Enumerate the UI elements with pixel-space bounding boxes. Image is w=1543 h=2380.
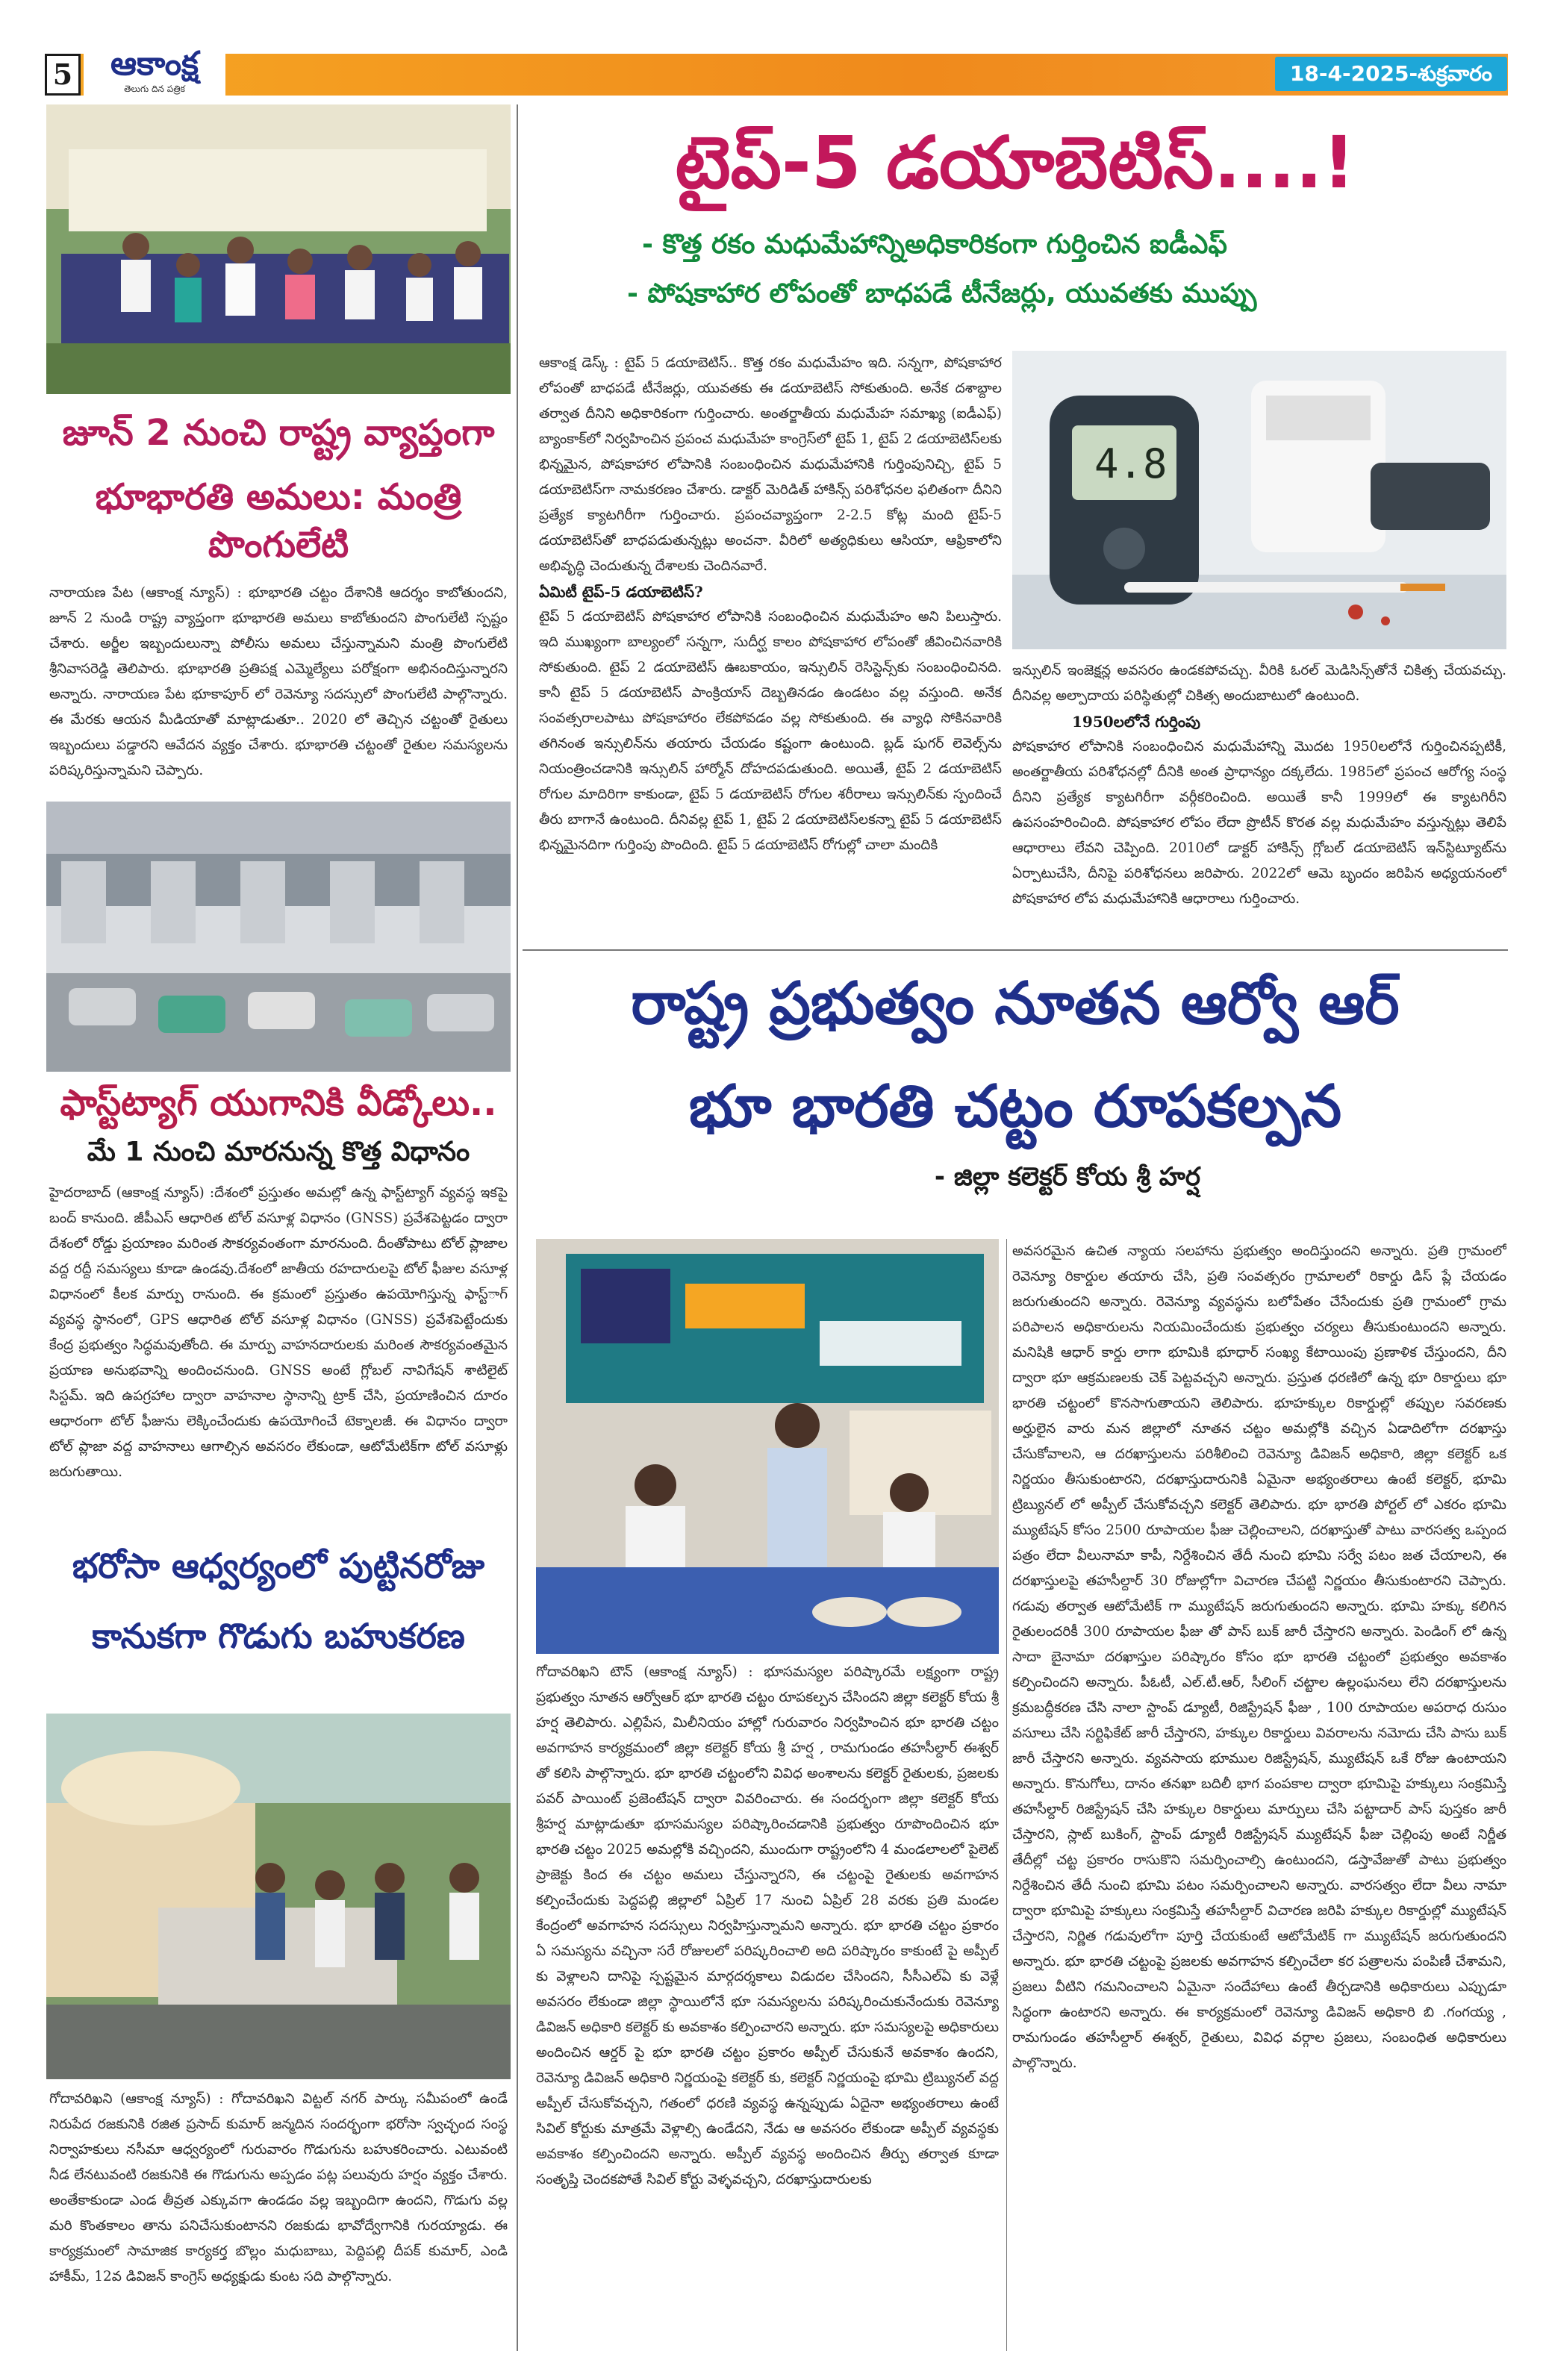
toll-plaza-photo-icon — [46, 802, 511, 1072]
collector-meeting-photo — [536, 1239, 999, 1654]
glucose-meter-insulin-photo-icon — [1012, 351, 1506, 649]
umbrella-donation-photo-icon — [46, 1714, 511, 2079]
fastag-subhead: మే 1 నుంచి మారనున్న కొత్త విధానం — [87, 1137, 470, 1167]
toll-plaza-photo — [46, 802, 511, 1072]
logo-text: ఆకాంక్ష — [110, 45, 199, 83]
umbrella-donation-photo — [46, 1714, 511, 2079]
diabetes-headline-block — [523, 112, 1508, 343]
rorr-body-2: అవసరమైన ఉచిత న్యాయ సలహాను ప్రభుత్వం అందిస్తుందని అన్నారు. ప్రతి గ్రామంలో రెవెన్యూ రికార్డుల తయారు చేసి, ప్రతి సంవత్సరం గ్రామాలలో రికార్డు డిస్ ప్లే చేయడం జరుగుతుందని అన్నారు. రెవెన్యూ వ్యవస్థను బలోపేతం చేసేందుకు ప్రతి గ్రామంలో గ్రామ పరిపాలన అధికారులను నియమించేందుకు ప్రభుత్వం చర్యలు తీసుకుంటుందని అన్నారు. మనిషికి ఆధార్ కార్డు లాగా భూమికి భూధార్ సంఖ్య కేటాయింపు ప్రణాళిక చేస్తుందని, దీని ద్వారా భూ ఆక్రమణలకు చెక్ పెట్టవచ్చని అన్నారు. ప్రస్తుత ధరణిలో ఉన్న భూ రికార్డులు భూ భారతి చట్టంలో కొనసాగుతాయని తెలిపారు. భూహక్కుల రికార్డుల్లో తప్పుల సవరణకు అర్హులైన వారు మన జిల్లాలో నూతన చట్టం అమల్లోకి వచ్చిన ఏడాదిలోగా దరఖాస్తు చేసుకోవాలని, ఆ దరఖాస్తులను పరిశీలించి రెవెన్యూ డివిజన్ అధికారి, జిల్లా కలెక్టర్ ఒక నిర్ణయం తీసుకుంటారని, దరఖాస్తుదారునికి ఏమైనా అభ్యంతరాలు ఉంటే కలెక్టర్, భూమి ట్రిబ్యునల్ లో అప్పీల్ చేసుకోవచ్చని కలెక్టర్ తెలిపారు. భూ భారతి పోర్టల్ లో ఎకరం భూమి మ్యుటేషన్ కోసం 2500 రూపాయల ఫీజు చెల్లించాలని, దరఖాస్తుతో పాటు వారసత్వ ఒప్పంద పత్రం లేదా వీలునామా కాపీ, నిర్దేశించిన తేదీ నుంచి భూమి సర్వే పటం జత చేయాలని, ఈ దరఖాస్తులపై తహసీల్దార్ 30 రోజుల్లోగా విచారణ చేపట్టి నిర్ణయం తీసుకుంటారని చెప్పారు. గడువు తర్వాత ఆటోమేటిక్ గా మ్యుటేషన్ జరుగుతుందని అన్నారు. భూమి హక్కు కలిగిన రైతులందరికీ 300 రూపాయల ఫీజు తో పాస్ బుక్ జారీ చేస్తారని అన్నారు. పెండింగ్ లో ఉన్న సాదా బైనామా దరఖాస్తుల పరిష్కారం కోసం భూ భారతి చట్టంలో ప్రభుత్వం అవకాశం కల్పించిందని అన్నారు. పీఓటీ, ఎల్.టీ.ఆర్, సీలింగ్ చట్టాల ఉల్లంఘనలు లేని దరఖాస్తులను క్రమబద్ధీకరణ చేసి నాలా స్టాంప్ డ్యూటీ, రిజిస్ట్రేషన్ ఫీజు , 100 రూపాయల అపరాధ రుసుం వసూలు చేసి సర్టిఫికేట్ జారీ చేస్తారని, హక్కుల రికార్డులు వివరాలను నమోదు చేసి పాసు బుక్ జారీ చేస్తారని అన్నారు. వ్యవసాయ భూముల రిజిస్ట్రేషన్, మ్యుటేషన్ ఒకే రోజు ఉంటాయని అన్నారు. కొనుగోలు, దానం తనఖా బదిలీ భాగ పంపకాల ద్వారా భూమిపై హక్కులు సంక్రమిస్తే తహసీల్దార్ రిజిస్ట్రేషన్ చేసి హక్కుల రికార్డులు మార్పులు చేసి పట్టాదార్ పాస్ పుస్తకం జారీ చేస్తారని, స్లాట్ బుకింగ్, స్టాంప్ డ్యూటీ రిజిస్ట్రేషన్ మ్యుటేషన్ ఫీజు చెల్లింపు అంటే నిర్ణీత తేదీల్లో చట్ట ప్రకారం రాసుకొని సమర్పించాల్సి ఉంటుందని, డస్తావేజుతో పాటు ప్రభుత్వం నిర్దేశించిన తేదీ నుంచి భూమి పటం సమర్పించాలని అన్నారు. వారసత్వం లేదా వీలు నామా ద్వారా భూమిపై హక్కులు సంక్రమిస్తే తహసీల్దార్ విచారణ జరిపి హక్కుల రికార్డుల్లో మ్యుటేషన్ చేస్తారని, నిర్ణిత గడువులోగా పూర్తి చేయకుంటే ఆటోమేటిక్ గా మ్యుటేషన్ జరుగుతుందని అన్నారు. భూ భారతి చట్టంపై ప్రజలకు అవగాహన కల్పించేలా కర పత్రాలను పంపిణీ చేశామని, ప్రజలు వీటిని గమనించాలని ఏమైనా సందేహాలు ఉంటే తీర్చడానికి అధికారులు ఎప్పుడూ సిద్ధంగా ఉంటారని అన్నారు. ఈ కార్యక్రమంలో రెవెన్యూ డివిజన్ అధికారి బి .గంగయ్య , రామగుండం తహసీల్దార్ ఈశ్వర్, రైతులు, వివిధ వర్గాల ప్రజలు, సంబంధిత అధికారులు పాల్గొన్నారు. — [1012, 1243, 1506, 2071]
umbrella-headline-1: భరోసా ఆధ్వర్యంలో పుట్టినరోజు — [72, 1546, 485, 1586]
headline-line-1: జూన్ 2 నుంచి రాష్ట్ర వ్యాప్తంగా — [62, 412, 495, 454]
bhubharathi-left-story — [46, 403, 511, 791]
page-number: 5 — [45, 54, 81, 96]
rorr-column-divider — [1006, 1239, 1007, 2351]
diabetes-deck-2: - పోషకాహార లోపంతో బాధపడే టీనేజర్లు, యువతకు ముప్పు — [627, 278, 1257, 309]
umbrella-body: గోదావరిఖని (ఆకాంక్ష న్యూస్) : గోదావరిఖని విట్టల్ నగర్ పార్కు సమీపంలో ఉండే నిరుపేద రజకునికి రజిత ప్రసాద్ కుమార్ జన్మదిన సందర్భంగా భరోసా స్వచ్ఛంద సంస్థ నిర్వాహకులు నసీమా ఆధ్వర్యంలో గురువారం గొడుగును బహుకరించారు. ఎటువంటి నీడ లేనటువంటి రజకునికి ఈ గొడుగును అప్పడం పట్ల పలువురు హర్షం వ్యక్తం చేశారు. అంతేకాకుండా ఎండ తీవ్రత ఎక్కువగా ఉండడం వల్ల ఇబ్బందిగా ఉందని, గొడుగు వల్ల మరి కొంతకాలం తాను పనిచేసుకుంటానని రజకుడు భావోద్వేగానికి గురయ్యాడు. ఈ కార్యక్రమంలో సామాజిక కార్యకర్త బొల్లం మధుబాబు, పెద్దిపల్లి దీపక్ కుమార్, ఎండి హాకీమ్, 12వ డివిజన్ కాంగ్రెస్ అధ్యక్షుడు కుంట సది పాల్గొన్నారు. — [49, 2091, 508, 2284]
issue-date: 18-4-2025-శుక్రవారం — [1275, 57, 1507, 91]
collector-awareness-meeting-photo-icon — [536, 1239, 999, 1654]
story-body: నారాయణ పేట (ఆకాంక్ష న్యూస్) : భూభారతి చట్టం దేశానికి ఆదర్శం కాబోతుందని, జూన్ 2 నుండి రాష్ట్ర వ్యాప్తంగా భూభారతి అమలు కాబోతుందని పొంగులేటి స్పష్టం చేశారు. అర్జీల ఇబ్బందులున్నా పోలీసు అమలు చేస్తున్నామని మంత్రి పొంగులేటి శ్రీనివాసరెడ్డి తెలిపారు. భూభారతి ప్రతిపక్ష ఎమ్మెల్యేలు పరోక్షంగా అభినందిస్తున్నారని అన్నారు. నారాయణ పేట భూకాపూర్ లో రెవెన్యూ సదస్సులో పొంగులేటి పాల్గొన్నారు. ఈ మేరకు ఆయన మీడియాతో మాట్లాడుతూ.. 2020 లో తెచ్చిన చట్టంతో రైతులు ఇబ్బందులు పడ్డారని ఆవేదన వ్యక్తం చేశారు. భూభారతి చట్టంతో రైతుల సమస్యలను పరిష్కరిస్తున్నామని చెప్పారు. — [49, 585, 508, 778]
diabetes-body-left — [539, 351, 1002, 940]
glucose-meter-photo — [1012, 351, 1506, 649]
rorr-headline-block — [523, 954, 1508, 1230]
rorr-headline-1: రాష్ట్ర ప్రభుత్వం నూతన ఆర్వో ఆర్ — [631, 970, 1400, 1037]
svg-text:4.8: 4.8 — [1094, 440, 1168, 487]
rorr-body-right — [1012, 1239, 1506, 2354]
logo-tagline: తెలుగు దిన పత్రిక — [124, 84, 185, 94]
column-divider — [517, 104, 518, 2351]
minister-stage-photo — [46, 104, 511, 394]
headline-line-2: భూభారతి అమలు: మంత్రి పొంగులేటి — [95, 476, 462, 566]
minister-speaking-stage-photo-icon — [46, 104, 511, 394]
diabetes-deck-1: - కొత్త రకం మధుమేహాన్నిఅధికారికంగా గుర్తించిన ఐడీఎఫ్ — [642, 229, 1227, 260]
umbrella-headline-2: కానుకగా గొడుగు బహుకరణ — [92, 1616, 465, 1656]
diabetes-body-3: ఇన్సులిన్ ఇంజెక్షన్ల అవసరం ఉండకపోవచ్చు. వీరికి ఓరల్ మెడిసిన్స్‌తోనే చికిత్స చేయవచ్చు. దీనివల్ల అల్పాదాయ పరిస్థితుల్లో చికిత్స అందుబాటులో ఉంటుంది. — [1012, 663, 1506, 704]
diabetes-body-2: టైప్ 5 డయాబెటిస్ పోషకాహార లోపానికి సంబంధించిన మధుమేహం అని పిలుస్తారు. ఇది ముఖ్యంగా బాల్యంలో సన్నగా, సుదీర్ఘ కాలం పోషకాహార లోపంతో జీవించినవారికి సోకుతుంది. టైప్ 2 డయాబెటిస్ ఊబకాయం, ఇన్సులిన్ రెసిస్టెన్స్‌కు సంబంధించినది. కానీ టైప్ 5 డయాబెటిస్ పాంక్రియాస్ దెబ్బతినడం ఉండటం వల్ల వస్తుంది. అనేక సంవత్సరాలపాటు పోషకాహారం లేకపోవడం వల్ల సోకుతుంది. ఈ వ్యాధి సోకినవారికి తగినంత ఇన్సులిన్‌ను తయారు చేయడం కష్టంగా ఉంటుంది. బ్లడ్ షుగర్ లెవెల్స్‌ను నియంత్రించడానికి ఇన్సులిన్ హార్మోన్ దోహదపడుతుంది. అయితే, టైప్ 2 డయాబెటిస్ రోగుల మాదిరిగా కాకుండా, టైప్ 5 డయాబెటిస్ రోగుల శరీరాలు ఇన్సులిన్‌కు స్పందించే తీరు బాగానే ఉంటుంది. దీనివల్ల టైప్ 1, టైప్ 2 డయాబెటిస్‌లకన్నా టైప్ 5 డయాబెటిస్ భిన్నమైనదిగా గుర్తింపు పొందింది. టైప్ 5 డయాబెటిస్ రోగుల్లో చాలా మందికి — [539, 609, 1002, 853]
rorr-body-left — [536, 1660, 999, 2354]
fastag-story — [46, 1079, 511, 1527]
fastag-headline: ఫాస్ట్‌ట్యాగ్ యుగానికి వీడ్కోలు.. — [60, 1082, 497, 1124]
diabetes-body-1: ఆకాంక్ష డెస్క్ : టైప్ 5 డయాబెటిస్.. కొత్త రకం మధుమేహం ఇది. సన్నగా, పోషకాహార లోపంతో బాధపడే టీనేజర్లు, యువతకు ఈ డయాబెటిస్ సోకుతుంది. అనేక దశాబ్దాల తర్వాత దీనిని అధికారికంగా గుర్తించారు. అంతర్జాతీయ మధుమేహ సమాఖ్య (ఐడీఎఫ్) బ్యాంకాక్‌లో నిర్వహించిన ప్రపంచ మధుమేహ కాంగ్రెస్‌లో టైప్ 1, టైప్ 2 డయాబెటిస్‌లకు భిన్నమైన, పోషకాహార లోపానికి సంబంధించిన మధుమేహానికి గుర్తింపునిచ్చి, టైప్ 5 డయాబెటిస్‌గా నామకరణం చేశారు. డాక్టర్ మెరిడిత్ హాకిన్స్ పరిశోధనల ఫలితంగా దీనిని ప్రత్యేక క్యాటగిరీగా గుర్తించారు. ప్రపంచవ్యాప్తంగా 2-2.5 కోట్ల మంది టైప్-5 డయాబెటిస్‌తో బాధపడుతున్నట్లు అంచనా. వీరిలో అత్యధికులు ఆసియా, ఆఫ్రికాలోని అభివృద్ధి చెందుతున్న దేశాలకు చెందినవారే. — [539, 355, 1002, 574]
diabetes-body-4: పోషకాహార లోపానికి సంబంధించిన మధుమేహాన్ని మొదట 1950లలోనే గుర్తించినప్పటికీ, అంతర్జాతీయ పరిశోధనల్లో దీనికి అంత ప్రాధాన్యం దక్కలేదు. 1985లో ప్రపంచ ఆరోగ్య సంస్థ దీనిని ప్రత్యేక క్యాటగిరీగా వర్గీకరించింది. అయితే కానీ 1999లో ఈ క్యాటగిరీని ఉపసంహరించింది. పోషకాహార లోపం లేదా ప్రొటీన్ కొరత వల్ల మధుమేహం వస్తున్నట్లు తెలిపే ఆధారాలు లేవని చెప్పింది. 2010లో డాక్టర్ హాకిన్స్ గ్లోబల్ డయాబెటిస్ ఇన్‌స్టిట్యూట్‌ను ఏర్పాటుచేసి, దీనిపై పరిశోధనలు జరిపారు. 2022లో ఆమె బృందం జరిపిన అధ్యయనంలో పోషకాహార లోప మధుమేహానికి ఆధారాలు గుర్తించారు. — [1012, 739, 1506, 907]
rorr-headline-2: భూ భారతి చట్టం రూపకల్పన — [688, 1073, 1342, 1140]
newspaper-logo — [84, 45, 225, 103]
rorr-byline: - జిల్లా కలెక్టర్ కోయ శ్రీ హర్ష — [934, 1162, 1201, 1192]
diabetes-body-right — [1012, 658, 1506, 942]
umbrella-story-headline — [46, 1537, 511, 1708]
section-divider — [523, 949, 1508, 951]
rorr-body-1: గోదావరిఖని టౌన్ (ఆకాంక్ష న్యూస్) : భూసమస్యల పరిష్కారమే లక్ష్యంగా రాష్ట్ర ప్రభుత్వం నూతన ఆర్వోఆర్ భూ భారతి చట్టం రూపకల్పన చేసిందని జిల్లా కలెక్టర్ కోయ శ్రీ హర్ష తెలిపారు. ఎల్లిపేస, మిలీనియం హాల్లో గురువారం నిర్వహించిన భూ భారతి చట్టం అవగాహన కార్యక్రమంలో జిల్లా కలెక్టర్ కోయ శ్రీ హర్ష , రామగుండం తహసీల్దార్ ఈశ్వర్ తో కలిసి పాల్గొన్నారు. భూ భారతి చట్టంలోని వివిధ అంశాలను కలెక్టర్ రైతులకు, ప్రజలకు పవర్ పాయింట్ ప్రజెంటేషన్ ద్వారా వివరించారు. ఈ సందర్భంగా జిల్లా కలెక్టర్ కోయ శ్రీహర్ష మాట్లాడుతూ భూసమస్యల పరిష్కారించడానికి ప్రభుత్వం రూపొందించిన భూ భారతి చట్టం 2025 అమల్లోకి వచ్చిందని, ముందుగా రాష్ట్రంలోని 4 మండలాలలో పైలెట్ ప్రాజెక్టు కింద ఈ చట్టం అమలు చేస్తున్నారని, ఈ చట్టంపై రైతులకు అవగాహన కల్పించేందుకు పెద్దపల్లి జిల్లాలో ఏప్రిల్ 17 నుంచి ఏప్రిల్ 28 వరకు ప్రతి మండల కేంద్రంలో అవగాహన సదస్సులు నిర్వహిస్తున్నామని అన్నారు. భూ భారతి చట్టం ప్రకారం ఏ సమస్యను వచ్చినా సరే రోజులలో పరిష్కరించాలి అది పరిష్కారం కాకుంటే పై అప్పీల్ కు వెళ్లాలని దానిపై స్పష్టమైన మార్గదర్శకాలు విడుదల చేసిందని, సీసీఎల్ఏ కు వెళ్లే అవసరం లేకుండా జిల్లా స్థాయిలోనే భూ సమస్యలను పరిష్కరించుకునేందుకు రెవెన్యూ డివిజన్ అధికారి కలెక్టర్ కు అవకాశం కల్పించారని అన్నారు. భూ సమస్యలపై అధికారులు అందించిన ఆర్డర్ పై భూ భారతి చట్టం ప్రకారం అప్పీల్ చేసుకునే అవకాశం ఉందని, రెవెన్యూ డివిజన్ అధికారి నిర్ణయంపై కలెక్టర్ కు, కలెక్టర్ నిర్ణయంపై భూమి ట్రిబ్యునల్ వద్ద అప్పీల్ చేసుకోవచ్చని, గతంలో ధరణి వ్యవస్థ ఉన్నప్పుడు ఏదైనా అభ్యంతరాలు ఉంటే సివిల్ కోర్టుకు మాత్రమే వెళ్లాల్సి ఉండేదని, నేడు ఆ అవసరం లేకుండా అప్పీల్ వ్యవస్థకు అవకాశం కల్పించిందని అన్నారు. అప్పీల్ వ్యవస్థ అందించిన తీర్పు తర్వాత కూడా సంతృప్తి చెందకపోతే సివిల్ కోర్టు వెళ్ళవచ్చని, దరఖాస్తుదారులకు — [536, 1664, 999, 2187]
diabetes-headline: టైప్-5 డయాబెటిస్....! — [675, 121, 1356, 204]
diabetes-subhead: ఏమిటీ టైప్-5 డయాబెటిస్? — [539, 583, 703, 601]
umbrella-story-body — [46, 2087, 511, 2355]
fastag-body: హైదరాబాద్ (ఆకాంక్ష న్యూస్) :దేశంలో ప్రస్తుతం అమల్లో ఉన్న ఫాస్ట్‌ట్యాగ్ వ్యవస్థ ఇకపై బంద్ కానుంది. జీపీఎస్ ఆధారిత టోల్ వసూళ్ల విధానం (GNSS) ప్రవేశపెట్టడం ద్వారా దేశంలో రోడ్డు ప్రయాణం మరింత సౌకర్యవంతంగా మారనుంది. దీంతోపాటు టోల్ ప్లాజాల వద్ద రద్దీ సమస్యలు కూడా ఉండవు.దేశంలో జాతీయ రహదారులపై టోల్ ఫీజుల వసూళ్ల విధానంలో కీలక మార్పు రానుంది. ఈ క్రమంలో ప్రస్తుతం ఉపయోగిస్తున్న ఫాస్ట్‌ాగ్ వ్యవస్థ స్థానంలో, GPS ఆధారిత టోల్ వసూళ్ల విధానం (GNSS) ప్రవేశపెట్టేందుకు కేంద్ర ప్రభుత్వం సిద్ధమవుతోంది. ఈ మార్పు వాహనదారులకు మరింత సౌకర్యవంతమైన ప్రయాణ అనుభవాన్ని అందించనుంది. GNSS అంటే గ్లోబల్ నావిగేషన్ శాటిలైట్ సిస్టమ్. ఇది ఉపగ్రహాల ద్వారా వాహనాల స్థానాన్ని ట్రాక్ చేసి, ప్రయాణించిన దూరం ఆధారంగా టోల్ ఫీజును లెక్కించేందుకు ఉపయోగించే టెక్నాలజీ. ఈ విధానం ద్వారా టోల్ ప్లాజా వద్ద వాహనాలు ఆగాల్సిన అవసరం లేకుండా, ఆటోమేటిక్‌గా టోల్ వసూళ్లు జరుగుతాయి. — [49, 1185, 508, 1480]
diabetes-subhead-2: 1950లలోనే గుర్తింపు — [1072, 713, 1200, 731]
